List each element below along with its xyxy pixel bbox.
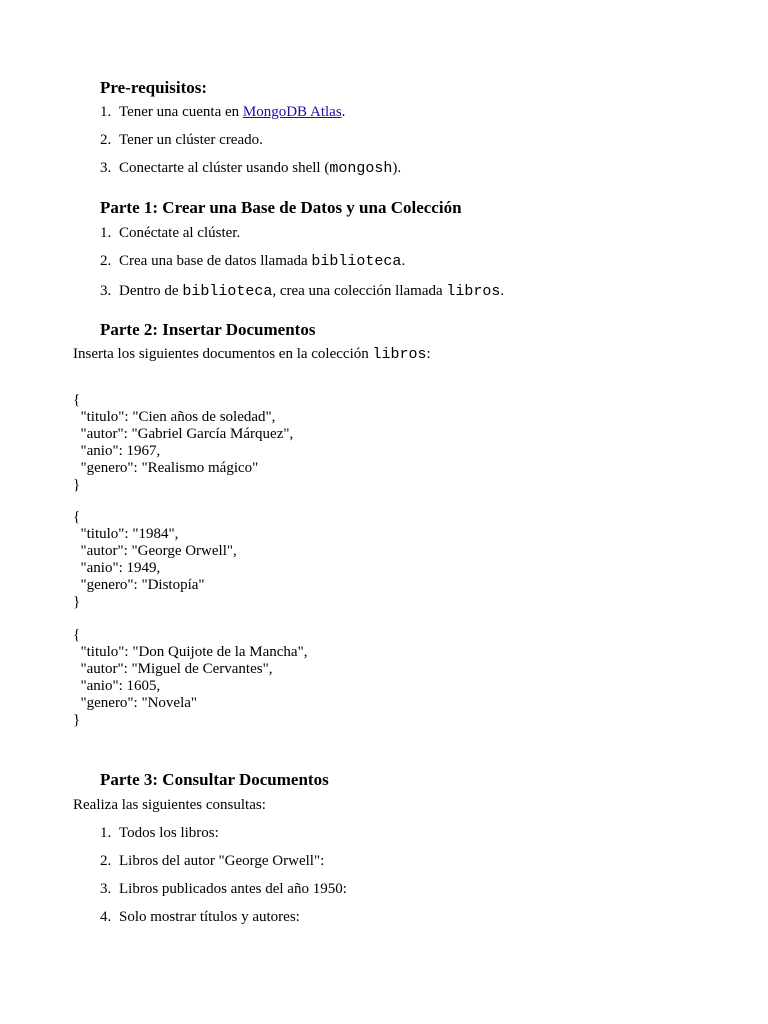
list-item: 2. Tener un clúster creado. — [100, 132, 263, 148]
list-item: 2. Libros del autor "George Orwell": — [100, 853, 325, 869]
list-item: 2. Crea una base de datos llamada biblioteca. — [100, 253, 406, 270]
part1-list — [100, 224, 504, 310]
part1-heading: Parte 1: Crear una Base de Datos y una Colección — [100, 198, 462, 217]
part2-heading: Parte 2: Insertar Documentos — [100, 320, 316, 339]
json-document: { "titulo": "1984", "autor": "George Orwell", "anio": 1949, "genero": "Distopía" } — [73, 509, 237, 610]
inline-code: mongosh — [329, 160, 393, 177]
part3-intro: Realiza las siguientes consultas: — [73, 797, 266, 813]
list-item: 1. Conéctate al clúster. — [100, 225, 241, 241]
list-item: 3. Libros publicados antes del año 1950: — [100, 881, 347, 897]
part3-heading: Parte 3: Consultar Documentos — [100, 770, 329, 789]
list-item: 3. Dentro de biblioteca, crea una colección llamada libros. — [100, 283, 505, 300]
prereq-heading: Pre-requisitos: — [100, 78, 208, 97]
mongodb-atlas-link[interactable]: MongoDB Atlas — [242, 104, 342, 120]
part3-list — [100, 824, 347, 936]
prereq-list — [100, 103, 401, 187]
json-document: { "titulo": "Cien años de soledad", "autor": "Gabriel García Márquez", "anio": 1967, "genero": "Realismo mágico" } — [73, 392, 294, 493]
inline-code: biblioteca — [311, 253, 402, 270]
list-item: 4. Solo mostrar títulos y autores: — [100, 909, 300, 925]
part2-intro: Inserta los siguientes documentos en la colección libros: — [73, 346, 431, 363]
inline-code: libros — [372, 346, 427, 363]
list-item: 1. Tener una cuenta en MongoDB Atlas. — [100, 104, 346, 120]
list-item: 1. Todos los libros: — [100, 825, 219, 841]
inline-code: libros — [446, 283, 501, 300]
json-document: { "titulo": "Don Quijote de la Mancha", "autor": "Miguel de Cervantes", "anio": 1605, "genero": "Novela" } — [73, 627, 308, 728]
inline-code: biblioteca — [182, 283, 273, 300]
list-item: 3. Conectarte al clúster usando shell (mongosh). — [100, 160, 402, 177]
